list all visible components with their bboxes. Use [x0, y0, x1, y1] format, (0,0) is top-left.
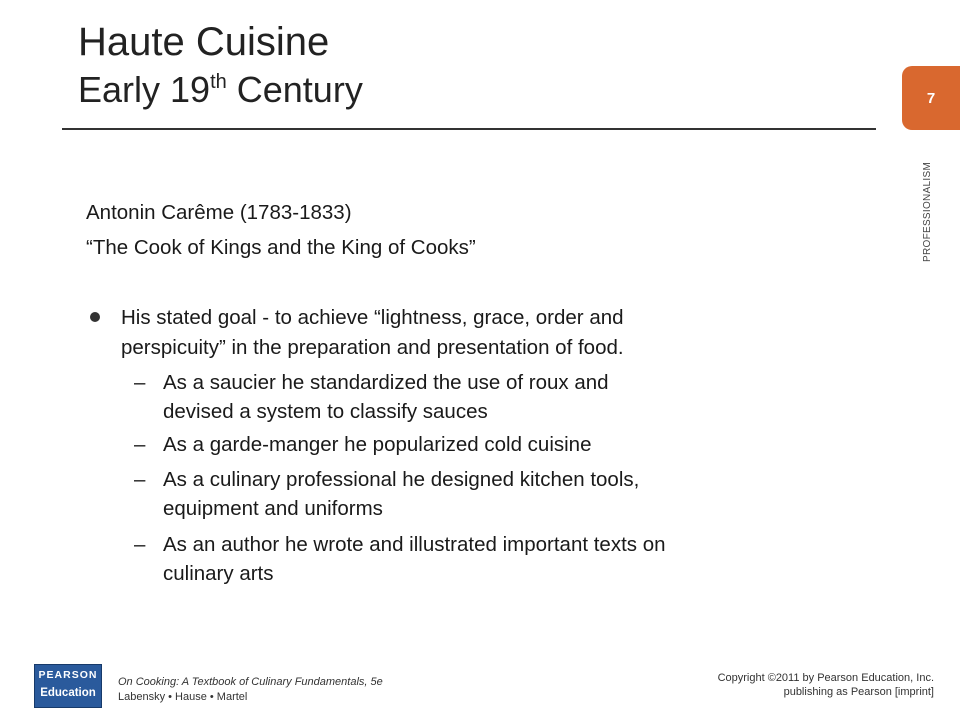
dash-icon: – — [134, 433, 146, 456]
copyright-line-1: Copyright ©2011 by Pearson Education, Inc. — [717, 672, 934, 684]
subtitle-end: Century — [226, 69, 363, 110]
subbullet-4-line-1: As an author he wrote and illustrated important texts on — [163, 533, 666, 556]
page-number-tab — [902, 66, 960, 130]
slide-subtitle — [78, 69, 363, 110]
logo-bottom-text: Education — [40, 687, 96, 699]
logo-top-text: PEARSON — [38, 669, 98, 681]
book-title: On Cooking: A Textbook of Culinary Fundamentals, 5e — [118, 676, 383, 688]
copyright-line-2: publishing as Pearson [imprint] — [783, 686, 934, 698]
bullet-line-2: perspicuity” in the preparation and presentation of food. — [121, 336, 624, 359]
subbullet-3-line-1: As a culinary professional he designed kitchen tools, — [163, 468, 640, 491]
dash-icon: – — [134, 371, 146, 394]
copyright — [614, 671, 934, 699]
subbullet-4-line-2: culinary arts — [163, 562, 274, 585]
slide-title: Haute Cuisine — [78, 20, 330, 64]
subtitle-superscript: th — [210, 71, 227, 93]
bullet-line-1: His stated goal - to achieve “lightness, grace, order and — [121, 306, 624, 329]
name-line: Antonin Carême (1783-1833) — [86, 201, 352, 224]
bullet-dot-icon — [90, 312, 100, 322]
quote-line: “The Cook of Kings and the King of Cooks” — [86, 236, 476, 259]
subbullet-3-line-2: equipment and uniforms — [163, 497, 383, 520]
subbullet-1-line-1: As a saucier he standardized the use of roux and — [163, 371, 609, 394]
pearson-logo — [34, 664, 102, 708]
section-label: PROFESSIONALISM — [922, 161, 933, 262]
book-authors: Labensky • Hause • Martel — [118, 691, 248, 703]
subtitle-main: Early 19 — [78, 69, 211, 110]
subbullet-1-line-2: devised a system to classify sauces — [163, 400, 488, 423]
page-number: 7 — [926, 90, 936, 107]
dash-icon: – — [134, 533, 146, 556]
subbullet-2-line-1: As a garde-manger he popularized cold cuisine — [163, 433, 592, 456]
title-divider — [62, 128, 876, 130]
dash-icon: – — [134, 468, 146, 491]
